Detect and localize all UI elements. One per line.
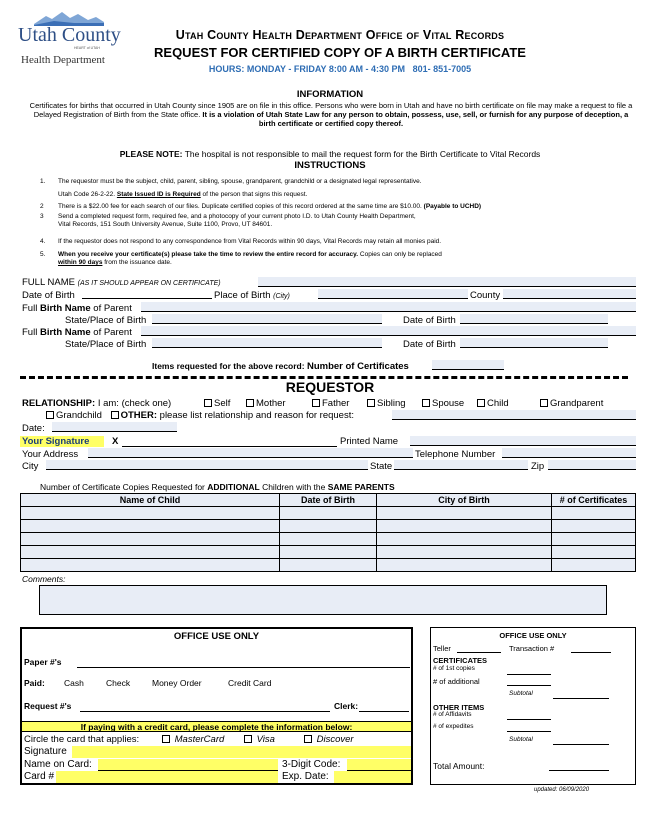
please-note-label: PLEASE NOTE: xyxy=(119,149,183,159)
option-label: Father xyxy=(322,398,350,409)
date-field[interactable] xyxy=(52,422,177,432)
subtotal-field-2[interactable] xyxy=(553,744,609,745)
option-label: Spouse xyxy=(432,398,465,409)
printed-name-label: Printed Name xyxy=(340,436,399,447)
county-field[interactable] xyxy=(503,289,636,299)
additional-field[interactable] xyxy=(507,685,551,686)
cc-signature-label: Signature xyxy=(24,746,67,757)
col-header: # of Certificates xyxy=(552,494,636,507)
teller-field[interactable] xyxy=(457,652,501,653)
instruction-text: from the issuance date. xyxy=(104,259,172,266)
instruction-text: Utah Code 26-2-22. xyxy=(58,191,116,198)
table-cell[interactable] xyxy=(377,533,552,546)
updated-date: updated: 06/09/2020 xyxy=(534,787,590,793)
first-copies-label: # of 1st copies xyxy=(433,665,475,672)
exp-label: Exp. Date: xyxy=(282,771,329,782)
table-cell[interactable] xyxy=(552,507,636,520)
hours-text: HOURS: MONDAY - FRIDAY 8:00 AM - 4:30 PM xyxy=(208,64,406,74)
state-label: State xyxy=(370,461,393,472)
option-label: Sibling xyxy=(377,398,406,409)
check-one: I am: (check one) xyxy=(97,398,172,409)
instruction-2 xyxy=(40,203,620,211)
checkbox[interactable] xyxy=(246,399,254,407)
table-cell[interactable] xyxy=(21,546,280,559)
hours xyxy=(130,64,550,74)
cash-option[interactable]: Cash xyxy=(64,678,84,688)
parent2-dob-field[interactable] xyxy=(460,338,608,348)
header-title: Utah County Health Department Office of Vital Records xyxy=(175,28,505,42)
exp-field[interactable] xyxy=(334,771,411,783)
dob-field[interactable] xyxy=(82,298,212,299)
instructions-heading: INSTRUCTIONS xyxy=(294,160,366,171)
items-requested-label: Items requested for the above record: xyxy=(152,361,305,371)
name-on-card-label: Name on Card: xyxy=(24,759,92,770)
telephone-field[interactable] xyxy=(502,448,636,458)
table-cell[interactable] xyxy=(552,559,636,572)
additional-title-pre: Number of Certificate Copies Requested for xyxy=(40,482,205,492)
parent1-state-field[interactable] xyxy=(152,314,382,324)
parent1-dob-label: Date of Birth xyxy=(403,315,456,326)
additional-title-b2: SAME PARENTS xyxy=(327,482,395,492)
instruction-4 xyxy=(40,238,620,246)
full-name-label xyxy=(22,277,221,288)
table-cell[interactable] xyxy=(377,559,552,572)
checkbox[interactable] xyxy=(244,735,252,743)
information-warning: It is a violation of Utah State Law for any person to obtain, possess, use, sell, or furnish for any purpose of deception, a birth certificate or certified copy thereof. xyxy=(202,110,629,128)
option-father[interactable] xyxy=(312,398,349,409)
paper-label: Paper #'s xyxy=(24,657,62,667)
option-sibling[interactable] xyxy=(367,398,406,409)
parent1-dob-field[interactable] xyxy=(460,314,608,324)
table-cell[interactable] xyxy=(21,559,280,572)
table-cell[interactable] xyxy=(552,533,636,546)
option-spouse[interactable] xyxy=(422,398,464,409)
checkbox[interactable] xyxy=(204,399,212,407)
pob-field[interactable] xyxy=(318,289,468,299)
transaction-label: Transaction # xyxy=(509,644,555,653)
request-label: Request #'s xyxy=(24,701,72,711)
dob-label: Date of Birth xyxy=(22,290,75,301)
num-certs-field[interactable] xyxy=(432,360,504,370)
mastercard-option[interactable] xyxy=(162,734,224,745)
comments-label: Comments: xyxy=(22,574,66,584)
paper-field[interactable] xyxy=(77,667,410,668)
table-row xyxy=(21,520,636,533)
instruction-text: Copies can only be replaced xyxy=(359,251,442,258)
option-grandchild: Grandchild xyxy=(56,410,102,421)
parent1-label: Full Birth Name of Parent xyxy=(22,303,132,314)
option-label: Mother xyxy=(256,398,286,409)
signature-label: Your Signature xyxy=(20,436,104,447)
request-field[interactable] xyxy=(80,711,330,712)
information-heading: INFORMATION xyxy=(296,89,364,100)
cc-signature-field[interactable] xyxy=(72,746,411,758)
total-field[interactable] xyxy=(549,770,609,771)
option-self[interactable] xyxy=(204,398,230,409)
table-cell[interactable] xyxy=(552,546,636,559)
printed-name-field[interactable] xyxy=(410,436,636,446)
affidavits-field[interactable] xyxy=(507,719,551,720)
pob-city: (City) xyxy=(273,293,290,300)
other-items-label: OTHER ITEMS xyxy=(433,703,485,712)
table-cell[interactable] xyxy=(552,520,636,533)
parent2-label: Full Birth Name of Parent xyxy=(22,327,132,338)
transaction-field[interactable] xyxy=(571,652,611,653)
additional-title-b1: ADDITIONAL xyxy=(207,482,260,492)
checkbox[interactable] xyxy=(367,399,375,407)
paid-label: Paid: xyxy=(24,678,45,688)
checkbox[interactable] xyxy=(46,411,54,419)
instruction-num: 2 xyxy=(40,203,44,210)
table-cell[interactable] xyxy=(280,533,377,546)
expedites-field[interactable] xyxy=(507,731,551,732)
checkbox[interactable] xyxy=(540,399,548,407)
col-header: Name of Child xyxy=(21,494,280,507)
instruction-text: of the person that signs this request. xyxy=(202,191,308,198)
parent1-state-label: State/Place of Birth xyxy=(65,315,147,326)
state-field[interactable] xyxy=(394,460,528,470)
full-name-field[interactable] xyxy=(258,277,636,287)
affidavits-label: # of Affidavits xyxy=(433,711,472,718)
first-copies-field[interactable] xyxy=(507,674,551,675)
full-name-note: (AS IT SHOULD APPEAR ON CERTIFICATE) xyxy=(77,280,221,287)
table-cell[interactable] xyxy=(280,520,377,533)
circle-card-label: Circle the card that applies: xyxy=(24,734,140,745)
teller-label: Teller xyxy=(433,644,451,653)
subtotal-field[interactable] xyxy=(553,698,609,699)
logo-tagline: HEART of UTAH xyxy=(74,46,100,50)
option-label: Self xyxy=(214,398,231,409)
other-text: please list relationship and reason for request: xyxy=(159,410,354,421)
phone-text: 801- 851-7005 xyxy=(412,64,472,74)
instruction-text: Send a completed request form, required fee, and a photocopy of your current photo I.D. to Utah County Health Department, xyxy=(58,213,416,220)
check-option[interactable]: Check xyxy=(106,678,131,688)
address-label: Your Address xyxy=(22,449,79,460)
visa-option[interactable] xyxy=(244,734,275,745)
instruction-5 xyxy=(40,251,620,267)
option-label: Child xyxy=(487,398,509,409)
checkbox[interactable] xyxy=(477,399,485,407)
address-field[interactable] xyxy=(88,448,413,458)
mastercard-label: MasterCard xyxy=(174,734,225,745)
option-label: Grandparent xyxy=(550,398,604,409)
digit-code-field[interactable] xyxy=(347,759,411,771)
table-cell[interactable] xyxy=(280,546,377,559)
visa-label: Visa xyxy=(256,734,275,745)
option-grandparent[interactable] xyxy=(540,398,603,409)
logo-name: Utah County xyxy=(18,24,121,46)
col-header: Date of Birth xyxy=(280,494,377,507)
logo-dept: Health Department xyxy=(21,54,105,66)
clerk-field[interactable] xyxy=(359,711,409,712)
signature-x: X xyxy=(112,436,119,447)
parent2-field[interactable] xyxy=(141,326,636,336)
table-cell[interactable] xyxy=(280,559,377,572)
additional-label: # of additional xyxy=(433,677,480,686)
table-row xyxy=(21,507,636,520)
card-num-field[interactable] xyxy=(56,771,278,783)
city-label: City xyxy=(22,461,39,472)
certificates-label: CERTIFICATES xyxy=(433,656,488,665)
table-cell[interactable] xyxy=(21,533,280,546)
table-cell[interactable] xyxy=(377,507,552,520)
table-row xyxy=(21,559,636,572)
instruction-num: 1. xyxy=(40,178,46,185)
date-label: Date: xyxy=(22,423,45,434)
checkbox[interactable] xyxy=(422,399,430,407)
instruction-bold: within 90 days xyxy=(58,259,103,266)
instruction-num: 3 xyxy=(40,213,44,220)
total-label: Total Amount: xyxy=(433,761,485,771)
additional-title-mid: Children with the xyxy=(262,482,326,492)
office-use-left xyxy=(20,627,413,785)
office-right-title: OFFICE USE ONLY xyxy=(499,631,567,640)
office-left-title: OFFICE USE ONLY xyxy=(173,631,260,642)
option-mother[interactable] xyxy=(246,398,286,409)
option-child[interactable] xyxy=(477,398,509,409)
other-label: OTHER: xyxy=(120,410,158,421)
zip-field[interactable] xyxy=(548,460,636,470)
instruction-bold: State Issued ID is Required xyxy=(116,191,201,198)
instruction-text: Vital Records, 151 South University Avenue, Suite 1100, Provo, UT 84601. xyxy=(58,221,273,228)
city-field[interactable] xyxy=(46,460,368,470)
credit-card-option[interactable]: Credit Card xyxy=(228,678,272,688)
other-reason-field[interactable] xyxy=(392,410,636,420)
please-note xyxy=(0,149,660,159)
discover-option[interactable] xyxy=(304,734,354,745)
parent1-field[interactable] xyxy=(141,302,636,312)
table-cell[interactable] xyxy=(377,546,552,559)
checkbox[interactable] xyxy=(162,735,170,743)
name-on-card-field[interactable] xyxy=(98,759,278,771)
table-row xyxy=(21,546,636,559)
requestor-heading: REQUESTOR xyxy=(285,379,375,395)
instruction-3 xyxy=(40,213,620,229)
office-use-right xyxy=(430,627,636,785)
instruction-text: The requestor must be the subject, child, parent, sibling, spouse, grandparent, grandchild or a designated legal representative. xyxy=(58,178,422,185)
parent2-state-label: State/Place of Birth xyxy=(65,339,147,350)
table-cell[interactable] xyxy=(377,520,552,533)
table-cell[interactable] xyxy=(21,507,280,520)
form-title: REQUEST FOR CERTIFIED COPY OF A BIRTH CERTIFICATE xyxy=(154,45,526,60)
relationship-label: RELATIONSHIP: xyxy=(22,398,96,409)
relationship-row xyxy=(22,398,171,409)
additional-title xyxy=(40,482,395,492)
discover-label: Discover xyxy=(316,734,354,745)
table-row xyxy=(21,533,636,546)
subtotal-label-2: Subtotal xyxy=(509,736,533,743)
digit-code-label: 3-Digit Code: xyxy=(282,759,341,770)
items-requested xyxy=(152,361,409,372)
expedites-label: # of expedites xyxy=(433,723,474,730)
instruction-num: 5. xyxy=(40,251,46,258)
col-header: City of Birth xyxy=(377,494,552,507)
instruction-text: If the requestor does not respond to any correspondence from Vital Records within 90 days, Vital Records may retain all monies paid. xyxy=(58,238,442,245)
comments-field[interactable] xyxy=(39,585,607,615)
signature-field[interactable] xyxy=(122,446,337,447)
zip-label: Zip xyxy=(531,461,545,472)
table-cell[interactable] xyxy=(21,520,280,533)
logo xyxy=(18,10,121,70)
telephone-label: Telephone Number xyxy=(415,449,496,460)
pob-label xyxy=(214,290,290,302)
information-text xyxy=(26,101,636,128)
full-name-text: FULL NAME xyxy=(22,277,75,288)
instruction-num: 4. xyxy=(40,238,46,245)
additional-children-table xyxy=(20,493,636,572)
table-cell[interactable] xyxy=(280,507,377,520)
instruction-1 xyxy=(40,178,600,199)
card-num-label: Card # xyxy=(24,771,55,782)
checkbox[interactable] xyxy=(312,399,320,407)
county-label: County xyxy=(470,290,501,301)
instruction-bold: (Payable to UCHD) xyxy=(423,203,482,210)
please-note-text: The hospital is not responsible to mail the request form for the Birth Certificate to Vital Records xyxy=(184,149,541,159)
money-order-option[interactable]: Money Order xyxy=(152,678,202,688)
instruction-text: There is a $22.00 fee for each search of our files. Duplicate certified copies of this record ordered at the same time are $10.00. xyxy=(58,203,422,210)
cc-banner: If paying with a credit card, please complete the information below: xyxy=(22,721,411,732)
parent2-state-field[interactable] xyxy=(152,338,382,348)
subtotal-label: Subtotal xyxy=(509,690,533,697)
checkbox[interactable] xyxy=(304,735,312,743)
information-p1: Certificates for births that occurred in Utah County since 1905 are on file in this office. Persons who were born in Utah and have no birth certificate on file may make a request to file a Delayed Registration of Birth from the State office. xyxy=(29,101,633,119)
pob-text: Place of Birth xyxy=(214,290,271,301)
instruction-bold: When you receive your certificate(s) please take the time to review the entire record for accuracy. xyxy=(58,251,359,258)
parent2-dob-label: Date of Birth xyxy=(403,339,456,350)
table-header-row xyxy=(21,494,636,507)
relationship-sub xyxy=(46,410,354,421)
checkbox[interactable] xyxy=(111,411,119,419)
num-certs-label: Number of Certificates xyxy=(306,361,409,372)
clerk-label: Clerk: xyxy=(334,701,359,711)
